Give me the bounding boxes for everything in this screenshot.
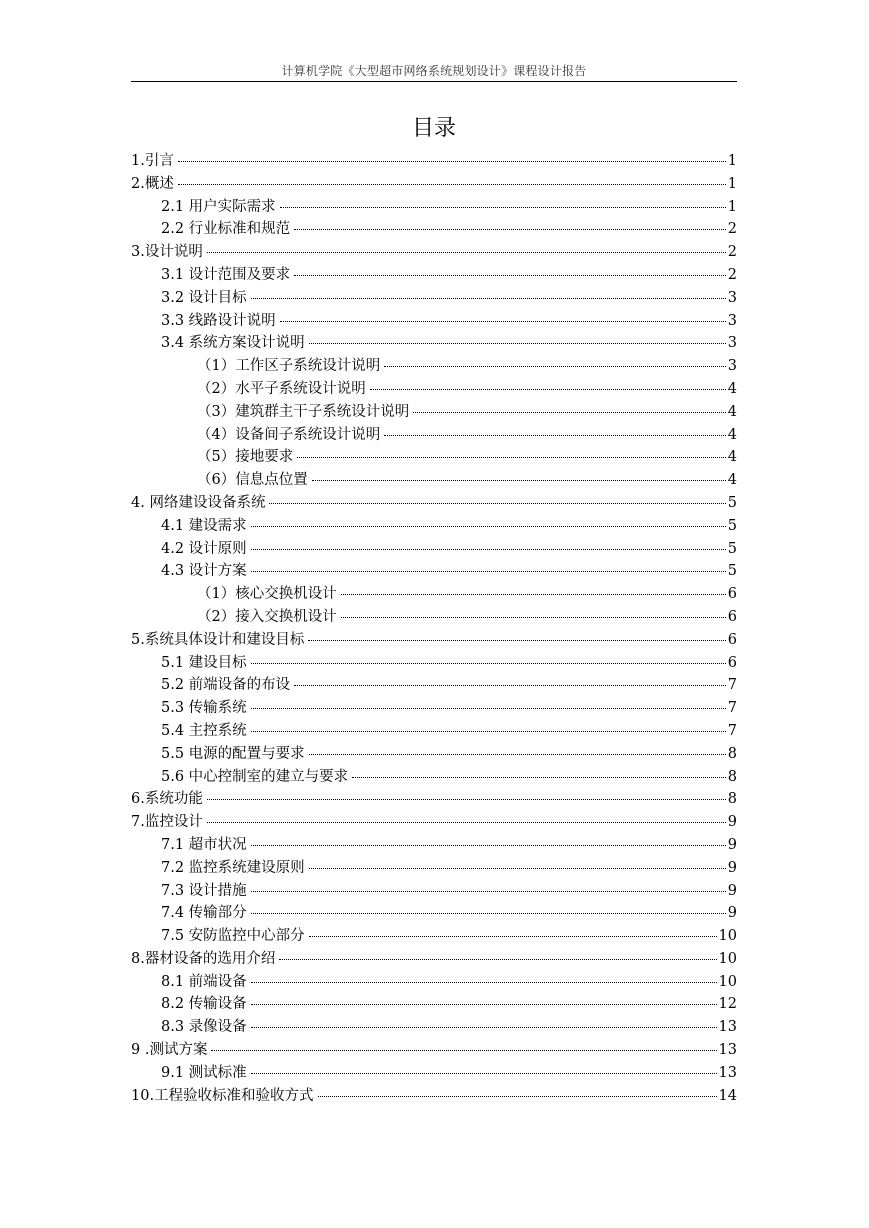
toc-entry[interactable] [131,652,737,675]
toc-dot-leader [207,252,726,253]
toc-entry[interactable] [131,720,737,743]
toc-dot-leader [318,1096,717,1097]
toc-dot-leader [341,617,726,618]
toc-entry-page-number: 3 [727,289,737,306]
toc-entry-label: 5.6 中心控制室的建立与要求 [161,768,349,785]
toc-dot-leader [251,298,726,299]
toc-entry-label: 5.2 前端设备的布设 [161,677,291,694]
toc-entry-label: 7.5 安防监控中心部分 [161,928,305,945]
toc-entry-label: 9 .测试方案 [131,1042,208,1059]
toc-entry-page-number: 13 [718,1019,737,1036]
toc-entry-label: 4. 网络建设设备系统 [131,494,266,511]
toc-entry-page-number: 3 [727,312,737,329]
toc-dot-leader [370,389,726,390]
toc-entry[interactable] [131,1085,737,1108]
toc-dot-leader [251,549,726,550]
toc-entry[interactable] [131,424,737,447]
toc-entry-label: 4.2 设计原则 [161,540,247,557]
toc-dot-leader [384,366,726,367]
toc-entry[interactable] [131,173,737,196]
toc-dot-leader [251,731,726,732]
toc-entry-page-number: 9 [727,814,737,831]
toc-entry[interactable] [131,583,737,606]
toc-entry-page-number: 3 [727,335,737,352]
toc-entry-page-number: 3 [727,358,737,375]
toc-entry-page-number: 4 [727,380,737,397]
toc-dot-leader [251,1027,717,1028]
toc-entry-label: 3.4 系统方案设计说明 [161,335,305,352]
toc-dot-leader [294,229,726,230]
toc-entry[interactable] [131,1062,737,1085]
toc-entry[interactable] [131,264,737,287]
toc-dot-leader [309,343,726,344]
toc-entry-label: 10.工程验收标准和验收方式 [131,1087,314,1104]
toc-dot-leader [352,777,726,778]
toc-entry-label: 7.1 超市状况 [161,836,247,853]
toc-entry-label: 5.5 电源的配置与要求 [161,745,305,762]
toc-entry-label: 8.1 前端设备 [161,973,247,990]
toc-entry-page-number: 8 [727,745,737,762]
toc-entry-label: 2.概述 [131,175,174,192]
toc-dot-leader [280,321,726,322]
toc-entry-label: 5.系统具体设计和建设目标 [131,631,305,648]
toc-entry-page-number: 6 [727,631,737,648]
toc-dot-leader [251,1073,717,1074]
toc-entry[interactable] [131,332,737,355]
toc-dot-leader [251,571,726,572]
toc-dot-leader [251,708,726,709]
toc-entry-page-number: 6 [727,654,737,671]
toc-entry-page-number: 1 [727,198,737,215]
toc-entry-label: （4）设备间子系统设计说明 [197,426,381,443]
toc-entry-page-number: 7 [727,722,737,739]
toc-entry[interactable] [131,355,737,378]
toc-entry[interactable] [131,492,737,515]
toc-entry-page-number: 10 [718,950,737,967]
toc-dot-leader [251,845,726,846]
toc-entry-label: 3.2 设计目标 [161,289,247,306]
toc-entry[interactable] [131,538,737,561]
toc-entry[interactable] [131,902,737,925]
toc-entry-label: 5.3 传输系统 [161,700,247,717]
toc-entry-label: （2）接入交换机设计 [197,608,337,625]
table-of-contents [131,150,737,1107]
toc-dot-leader [251,913,726,914]
header-rule [131,81,737,82]
toc-entry-page-number: 14 [718,1087,737,1104]
toc-entry-page-number: 1 [727,175,737,192]
toc-entry-label: 2.1 用户实际需求 [161,198,276,215]
toc-dot-leader [178,161,726,162]
toc-entry[interactable] [131,993,737,1016]
toc-entry[interactable] [131,310,737,333]
toc-entry[interactable] [131,880,737,903]
toc-entry[interactable] [131,196,737,219]
toc-entry[interactable] [131,218,737,241]
toc-entry[interactable] [131,469,737,492]
toc-dot-leader [309,754,726,755]
toc-entry-page-number: 5 [727,517,737,534]
toc-entry[interactable] [131,378,737,401]
toc-dot-leader [251,891,726,892]
toc-dot-leader [178,184,726,185]
toc-entry-page-number: 12 [718,996,737,1013]
toc-entry-page-number: 4 [727,472,737,489]
toc-dot-leader [308,640,725,641]
toc-entry-label: 5.1 建设目标 [161,654,247,671]
toc-entry-page-number: 9 [727,859,737,876]
toc-entry[interactable] [131,811,737,834]
toc-entry-label: （2）水平子系统设计说明 [197,380,366,397]
toc-entry-label: 2.2 行业标准和规范 [161,221,291,238]
toc-dot-leader [309,868,726,869]
toc-entry-label: 8.2 传输设备 [161,996,247,1013]
toc-dot-leader [413,412,726,413]
toc-entry-page-number: 7 [727,677,737,694]
toc-entry-page-number: 6 [727,608,737,625]
toc-entry-page-number: 4 [727,403,737,420]
toc-entry[interactable] [131,788,737,811]
toc-entry[interactable] [131,629,737,652]
toc-entry-label: 6.系统功能 [131,791,203,808]
toc-dot-leader [251,982,717,983]
toc-entry-page-number: 2 [727,221,737,238]
toc-entry[interactable] [131,401,737,424]
toc-entry-label: 7.4 传输部分 [161,905,247,922]
toc-entry[interactable] [131,948,737,971]
toc-entry-page-number: 1 [727,153,737,169]
toc-entry[interactable] [131,1016,737,1039]
toc-entry[interactable] [131,925,737,948]
toc-entry-label: 7.2 监控系统建设原则 [161,859,305,876]
toc-dot-leader [251,526,726,527]
toc-entry-label: 1.引言 [131,153,174,169]
toc-entry-page-number: 9 [727,836,737,853]
toc-entry-label: 4.1 建设需求 [161,517,247,534]
toc-entry-page-number: 5 [727,494,737,511]
toc-entry-label: （1）核心交换机设计 [197,586,337,603]
toc-entry-page-number: 9 [727,905,737,922]
toc-entry-label: （5）接地要求 [197,449,294,466]
running-header: 计算机学院《大型超市网络系统规划设计》课程设计报告 [281,64,587,78]
toc-dot-leader [251,663,726,664]
toc-dot-leader [280,207,726,208]
toc-dot-leader [294,685,726,686]
toc-entry-page-number: 8 [727,791,737,808]
toc-entry-page-number: 7 [727,700,737,717]
toc-dot-leader [207,822,726,823]
toc-dot-leader [211,1050,716,1051]
toc-entry-label: 8.器材设备的选用介绍 [131,950,276,967]
toc-dot-leader [269,503,725,504]
toc-entry-label: 3.设计说明 [131,244,203,261]
toc-entry-label: 5.4 主控系统 [161,722,247,739]
toc-entry[interactable] [131,857,737,880]
toc-entry[interactable] [131,971,737,994]
toc-entry-label: （1）工作区子系统设计说明 [197,358,381,375]
toc-entry-label: 7.3 设计措施 [161,882,247,899]
toc-entry-page-number: 4 [727,426,737,443]
toc-entry[interactable] [131,241,737,264]
toc-entry-page-number: 6 [727,586,737,603]
toc-entry-page-number: 8 [727,768,737,785]
toc-entry-page-number: 4 [727,449,737,466]
toc-entry[interactable] [131,515,737,538]
toc-entry-page-number: 13 [718,1064,737,1081]
toc-entry-label: 7.监控设计 [131,814,203,831]
toc-entry-page-number: 2 [727,266,737,283]
toc-dot-leader [341,594,726,595]
toc-entry-page-number: 10 [718,973,737,990]
toc-dot-leader [294,275,726,276]
toc-entry-page-number: 5 [727,540,737,557]
toc-entry[interactable] [131,287,737,310]
toc-entry-page-number: 2 [727,244,737,261]
toc-entry[interactable] [131,1039,737,1062]
toc-entry[interactable] [131,560,737,583]
toc-entry-page-number: 9 [727,882,737,899]
toc-entry-label: （6）信息点位置 [197,472,308,489]
toc-entry-label: 8.3 录像设备 [161,1019,247,1036]
toc-entry[interactable] [131,743,737,766]
toc-entry-label: 3.1 设计范围及要求 [161,266,291,283]
page-title: 目录 [411,116,456,141]
toc-entry[interactable] [131,606,737,629]
toc-dot-leader [207,799,726,800]
toc-dot-leader [312,480,726,481]
toc-dot-leader [279,959,716,960]
toc-entry-page-number: 10 [718,928,737,945]
toc-entry-label: （3）建筑群主干子系统设计说明 [197,403,410,420]
toc-entry-label: 3.3 线路设计说明 [161,312,276,329]
toc-entry[interactable] [131,766,737,789]
toc-entry[interactable] [131,446,737,469]
toc-dot-leader [297,457,726,458]
toc-entry[interactable] [131,150,737,173]
toc-entry-page-number: 13 [718,1042,737,1059]
toc-dot-leader [309,936,717,937]
toc-entry[interactable] [131,674,737,697]
toc-entry-label: 4.3 设计方案 [161,563,247,580]
toc-entry-label: 9.1 测试标准 [161,1064,247,1081]
toc-dot-leader [251,1004,717,1005]
toc-entry[interactable] [131,834,737,857]
toc-dot-leader [384,435,726,436]
toc-entry-page-number: 5 [727,563,737,580]
toc-entry[interactable] [131,697,737,720]
